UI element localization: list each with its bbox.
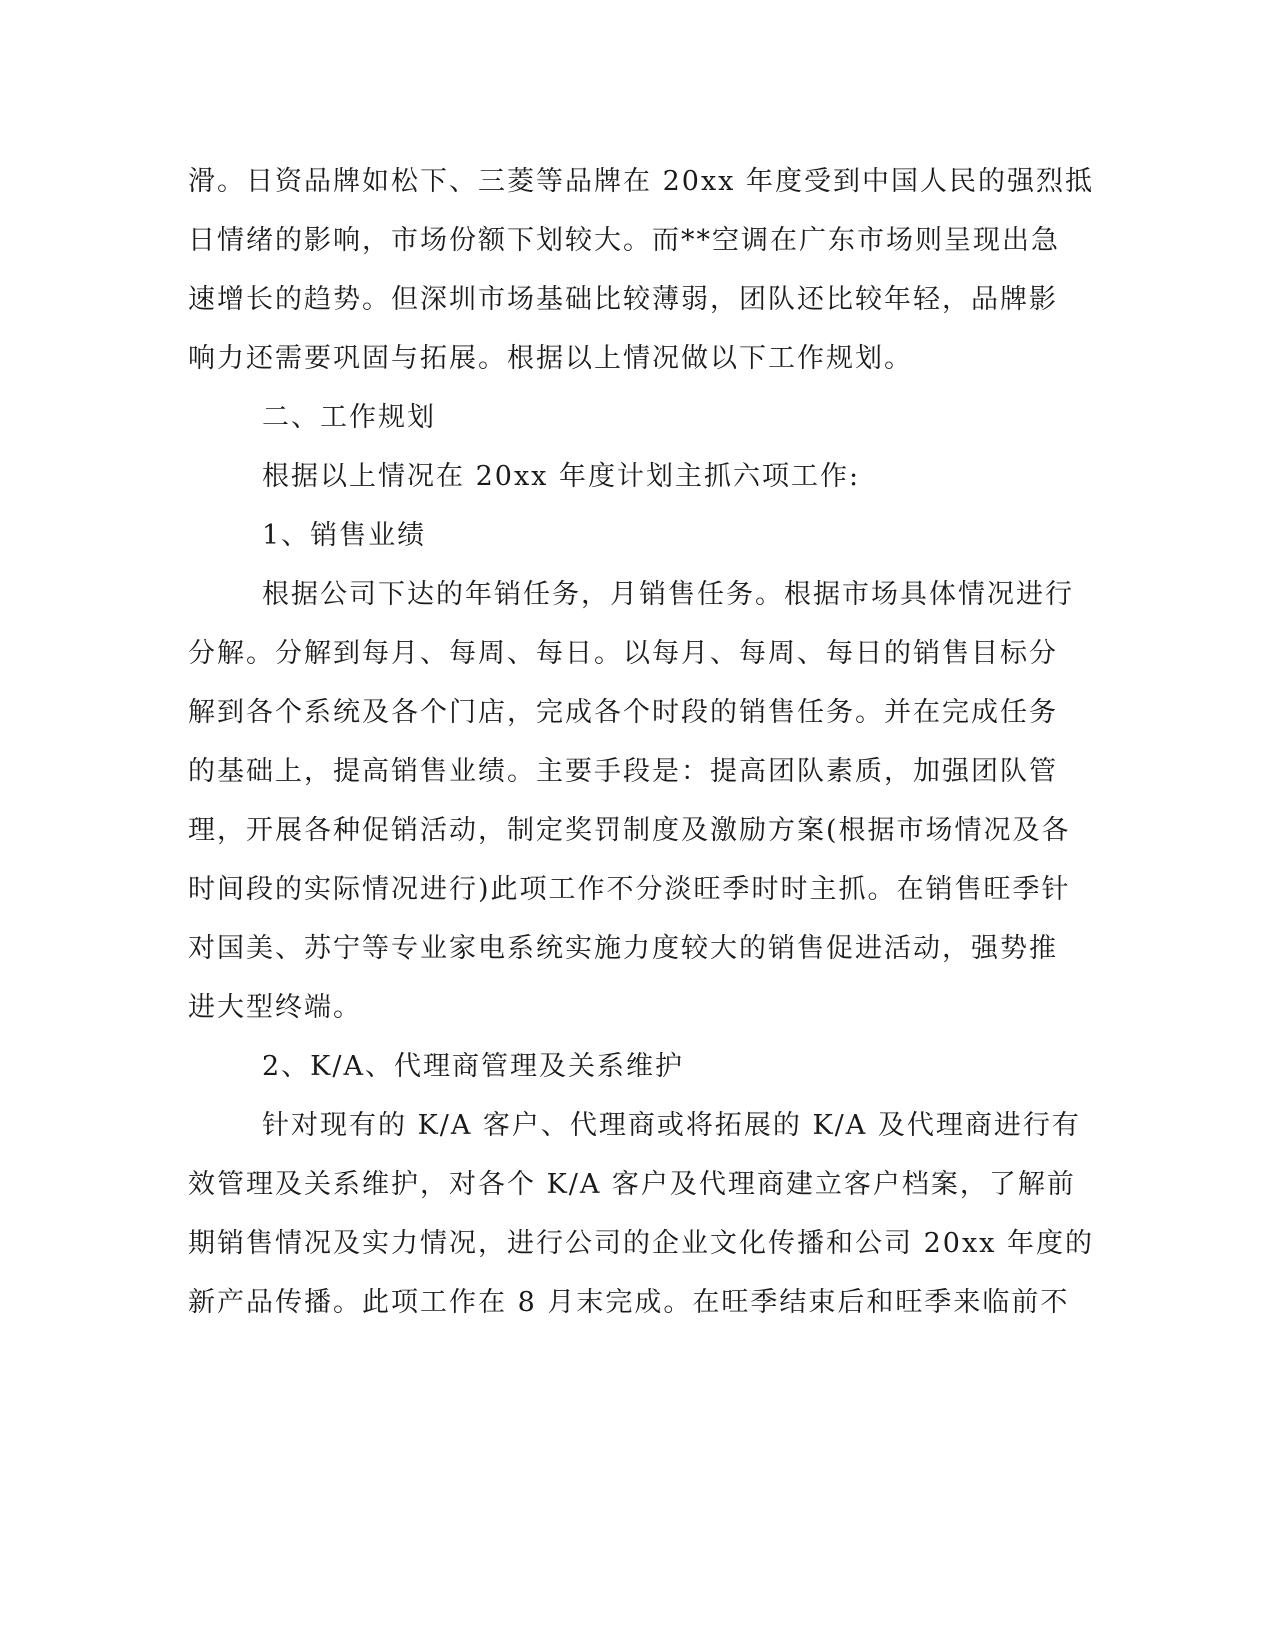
subsection-heading: 1、销售业绩 <box>262 520 427 551</box>
paragraph-line: 进大型终端。 <box>188 992 362 1023</box>
paragraph-line: 新产品传播。此项工作在 8 月末完成。在旺季结束后和旺季来临前不 <box>188 1287 1070 1318</box>
subsection-heading: 2、K/A、代理商管理及关系维护 <box>262 1051 684 1082</box>
paragraph-line: 响力还需要巩固与拓展。根据以上情况做以下工作规划。 <box>188 343 913 374</box>
paragraph-line: 解到各个系统及各个门店，完成各个时段的销售任务。并在完成任务 <box>188 697 1058 728</box>
paragraph-line: 滑。日资品牌如松下、三菱等品牌在 20xx 年度受到中国人民的强烈抵 <box>188 166 1094 197</box>
paragraph-line: 日情绪的影响，市场份额下划较大。而**空调在广东市场则呈现出急 <box>188 225 1060 256</box>
paragraph-line: 根据公司下达的年销任务，月销售任务。根据市场具体情况进行 <box>262 579 1074 610</box>
paragraph-line: 的基础上，提高销售业绩。主要手段是：提高团队素质，加强团队管 <box>188 756 1058 787</box>
paragraph-line: 理，开展各种促销活动，制定奖罚制度及激励方案(根据市场情况及各 <box>188 815 1071 846</box>
paragraph-line: 根据以上情况在 20xx 年度计划主抓六项工作: <box>262 461 861 492</box>
paragraph-line: 时间段的实际情况进行)此项工作不分淡旺季时时主抓。在销售旺季针 <box>188 874 1071 905</box>
paragraph-line: 对国美、苏宁等专业家电系统实施力度较大的销售促进活动，强势推 <box>188 933 1058 964</box>
paragraph-line: 期销售情况及实力情况，进行公司的企业文化传播和公司 20xx 年度的 <box>188 1228 1094 1259</box>
paragraph-line: 效管理及关系维护，对各个 K/A 客户及代理商建立客户档案，了解前 <box>188 1169 1076 1200</box>
paragraph-line: 速增长的趋势。但深圳市场基础比较薄弱，团队还比较年轻，品牌影 <box>188 284 1058 315</box>
paragraph-line: 分解。分解到每月、每周、每日。以每月、每周、每日的销售目标分 <box>188 638 1058 669</box>
paragraph-line: 针对现有的 K/A 客户、代理商或将拓展的 K/A 及代理商进行有 <box>262 1110 1081 1141</box>
section-heading: 二、工作规划 <box>262 402 436 433</box>
